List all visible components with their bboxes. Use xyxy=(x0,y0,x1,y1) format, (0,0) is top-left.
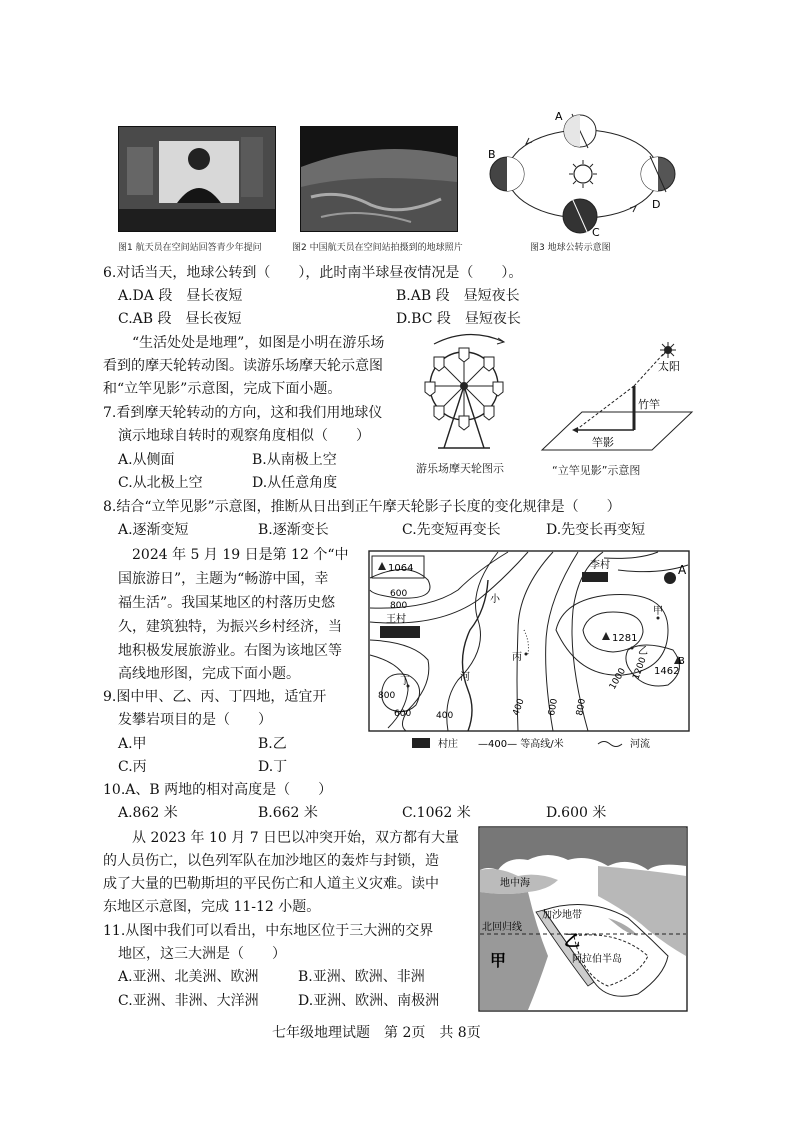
q11-option-c[interactable]: C.亚洲、非洲、大洋洲 xyxy=(118,993,259,1009)
svg-text:1064: 1064 xyxy=(388,563,414,574)
svg-text:600: 600 xyxy=(394,709,412,719)
q7-option-b[interactable]: B.从南极上空 xyxy=(252,452,337,468)
svg-text:600: 600 xyxy=(547,697,560,717)
shadow-label: 竿影 xyxy=(592,436,614,449)
ferris-wheel-diagram xyxy=(414,330,524,456)
ferris-intro-line3: 和“立竿见影”示意图，完成下面小题。 xyxy=(103,381,342,397)
q6-option-d[interactable]: D.BC 段 昼短夜长 xyxy=(396,311,521,327)
q7-line1: 7.看到摩天轮转动的方向，这和我们用地球仪 xyxy=(103,405,383,421)
svg-text:1200: 1200 xyxy=(631,656,649,682)
svg-text:600: 600 xyxy=(390,589,408,599)
q11-line1: 11.从图中我们可以看出，中东地区位于三大洲的交界 xyxy=(103,923,434,939)
q9-option-a[interactable]: A.甲 xyxy=(118,736,147,752)
earth-photo xyxy=(300,126,458,232)
tour-intro-line4: 久，建筑独特，为振兴乡村经济，当 xyxy=(118,619,342,635)
q7-option-c[interactable]: C.从北极上空 xyxy=(118,475,203,491)
q11-option-a[interactable]: A.亚洲、北美洲、欧洲 xyxy=(118,969,259,985)
middle-east-map xyxy=(478,826,688,1012)
svg-text:1000: 1000 xyxy=(607,666,629,692)
q10-option-c[interactable]: C.1062 米 xyxy=(402,805,471,821)
svg-text:B: B xyxy=(678,656,685,667)
svg-text:1281: 1281 xyxy=(612,633,638,644)
contour-map xyxy=(368,550,690,760)
q6-option-c[interactable]: C.AB 段 昼长夜短 xyxy=(118,311,242,327)
page-footer: 七年级地理试题 第 2页 共 8页 xyxy=(272,1025,481,1041)
arabia-label: 阿拉伯半岛 xyxy=(572,954,622,965)
pole-caption: “立竿见影”示意图 xyxy=(552,464,641,477)
q7-line2: 演示地球自转时的观察角度相似（ ） xyxy=(118,428,370,444)
q6-stem: 6.对话当天，地球公转到（ ），此时南半球昼夜情况是（ ）。 xyxy=(103,265,523,281)
q8-option-b[interactable]: B.逐渐变长 xyxy=(258,522,329,538)
tour-intro-line1: 2024 年 5 月 19 日是第 12 个“中 xyxy=(132,547,349,563)
q9-line1: 9.图中甲、乙、丙、丁四地，适宜开 xyxy=(103,689,327,705)
svg-text:A: A xyxy=(678,563,687,577)
q8-stem: 8.结合“立竿见影”示意图，推断从日出到正午摩天轮影子长度的变化规律是（ ） xyxy=(103,499,621,515)
tour-intro-line6: 高线地形图，完成下面小题。 xyxy=(118,666,300,682)
orbit-label-d: D xyxy=(652,198,661,211)
orbit-label-a: A xyxy=(555,110,563,123)
q11-line2: 地区，这三大洲是（ ） xyxy=(118,946,286,962)
astronaut-photo xyxy=(118,126,276,232)
svg-text:河: 河 xyxy=(460,672,470,683)
svg-text:800: 800 xyxy=(390,601,408,611)
tour-intro-line3: 福生活”。我国某地区的村落历史悠 xyxy=(118,595,336,611)
svg-text:400: 400 xyxy=(511,697,527,718)
q8-option-c[interactable]: C.先变短再变长 xyxy=(402,522,501,538)
q6-option-b[interactable]: B.AB 段 昼短夜长 xyxy=(396,288,520,304)
orbit-label-c: C xyxy=(592,226,600,238)
q9-option-c[interactable]: C.丙 xyxy=(118,759,147,775)
mideast-intro-line2: 的人员伤亡，以色列军队在加沙地区的轰炸与封锁，造 xyxy=(103,853,439,869)
mideast-intro-line4: 东地区示意图，完成 11-12 小题。 xyxy=(103,899,321,915)
earth-orbit-diagram xyxy=(480,108,690,238)
q10-option-d[interactable]: D.600 米 xyxy=(546,805,607,821)
sea-label: 地中海 xyxy=(500,878,530,889)
ferris-caption: 游乐场摩天轮图示 xyxy=(416,462,504,475)
svg-text:乙: 乙 xyxy=(638,646,648,657)
svg-text:1462: 1462 xyxy=(654,666,680,677)
svg-text:800: 800 xyxy=(575,697,588,717)
fig3-caption: 图3 地球公转示意图 xyxy=(530,243,611,253)
pole-label: 竹竿 xyxy=(638,398,660,411)
q6-option-a[interactable]: A.DA 段 昼长夜短 xyxy=(118,288,243,304)
orbit-label-b: B xyxy=(488,148,496,161)
pole-shadow-diagram xyxy=(522,340,694,458)
q7-option-d[interactable]: D.从任意角度 xyxy=(252,475,338,491)
q9-option-b[interactable]: B.乙 xyxy=(258,736,287,752)
q8-option-d[interactable]: D.先变长再变短 xyxy=(546,522,646,538)
tropic-label: 北回归线 xyxy=(482,922,522,933)
q10-stem: 10.A、B 两地的相对高度是（ ） xyxy=(103,782,333,798)
svg-text:甲: 甲 xyxy=(653,606,663,617)
tour-intro-line2: 国旅游日”，主题为“畅游中国，幸 xyxy=(118,571,329,587)
q9-line2: 发攀岩项目的是（ ） xyxy=(118,712,272,728)
mideast-intro-line1: 从 2023 年 10 月 7 日巴以冲突开始，双方都有大量 xyxy=(132,830,460,846)
q10-option-a[interactable]: A.862 米 xyxy=(118,805,178,821)
svg-text:400: 400 xyxy=(436,711,454,721)
q11-option-d[interactable]: D.亚洲、欧洲、南极洲 xyxy=(298,993,440,1009)
q9-option-d[interactable]: D.丁 xyxy=(258,759,288,775)
svg-text:小: 小 xyxy=(490,594,500,605)
q7-option-a[interactable]: A.从侧面 xyxy=(118,452,175,468)
ferris-intro-line1: “生活处处是地理”，如图是小明在游乐场 xyxy=(132,335,385,351)
q11-option-b[interactable]: B.亚洲、欧洲、非洲 xyxy=(298,969,425,985)
mideast-intro-line3: 成了大量的巴勒斯坦的平民伤亡和人道主义灾难。读中 xyxy=(103,876,439,892)
sun-label: 太阳 xyxy=(658,360,680,373)
jia-label: 甲 xyxy=(490,951,507,970)
ferris-intro-line2: 看到的摩天轮转动图。读游乐场摩天轮示意图 xyxy=(103,358,383,374)
svg-text:王村: 王村 xyxy=(386,614,406,625)
fig1-caption: 图1 航天员在空间站回答青少年提问 xyxy=(118,243,262,253)
svg-text:丙: 丙 xyxy=(512,652,522,663)
svg-text:丁: 丁 xyxy=(400,676,410,687)
q8-option-a[interactable]: A.逐渐变短 xyxy=(118,522,189,538)
fig2-caption: 图2 中国航天员在空间站拍摄到的地球照片 xyxy=(292,243,463,253)
gaza-label: 加沙地带 xyxy=(542,910,582,921)
yi-label: 乙 xyxy=(564,931,581,950)
svg-text:李村: 李村 xyxy=(590,560,610,571)
legend-village: 村庄 xyxy=(438,739,458,750)
q10-option-b[interactable]: B.662 米 xyxy=(258,805,318,821)
legend-river: 河流 xyxy=(630,739,650,750)
legend-contour: —400— 等高线/米 xyxy=(478,739,564,750)
tour-intro-line5: 地积极发展旅游业。右图为该地区等 xyxy=(118,643,342,659)
svg-text:800: 800 xyxy=(378,691,396,701)
